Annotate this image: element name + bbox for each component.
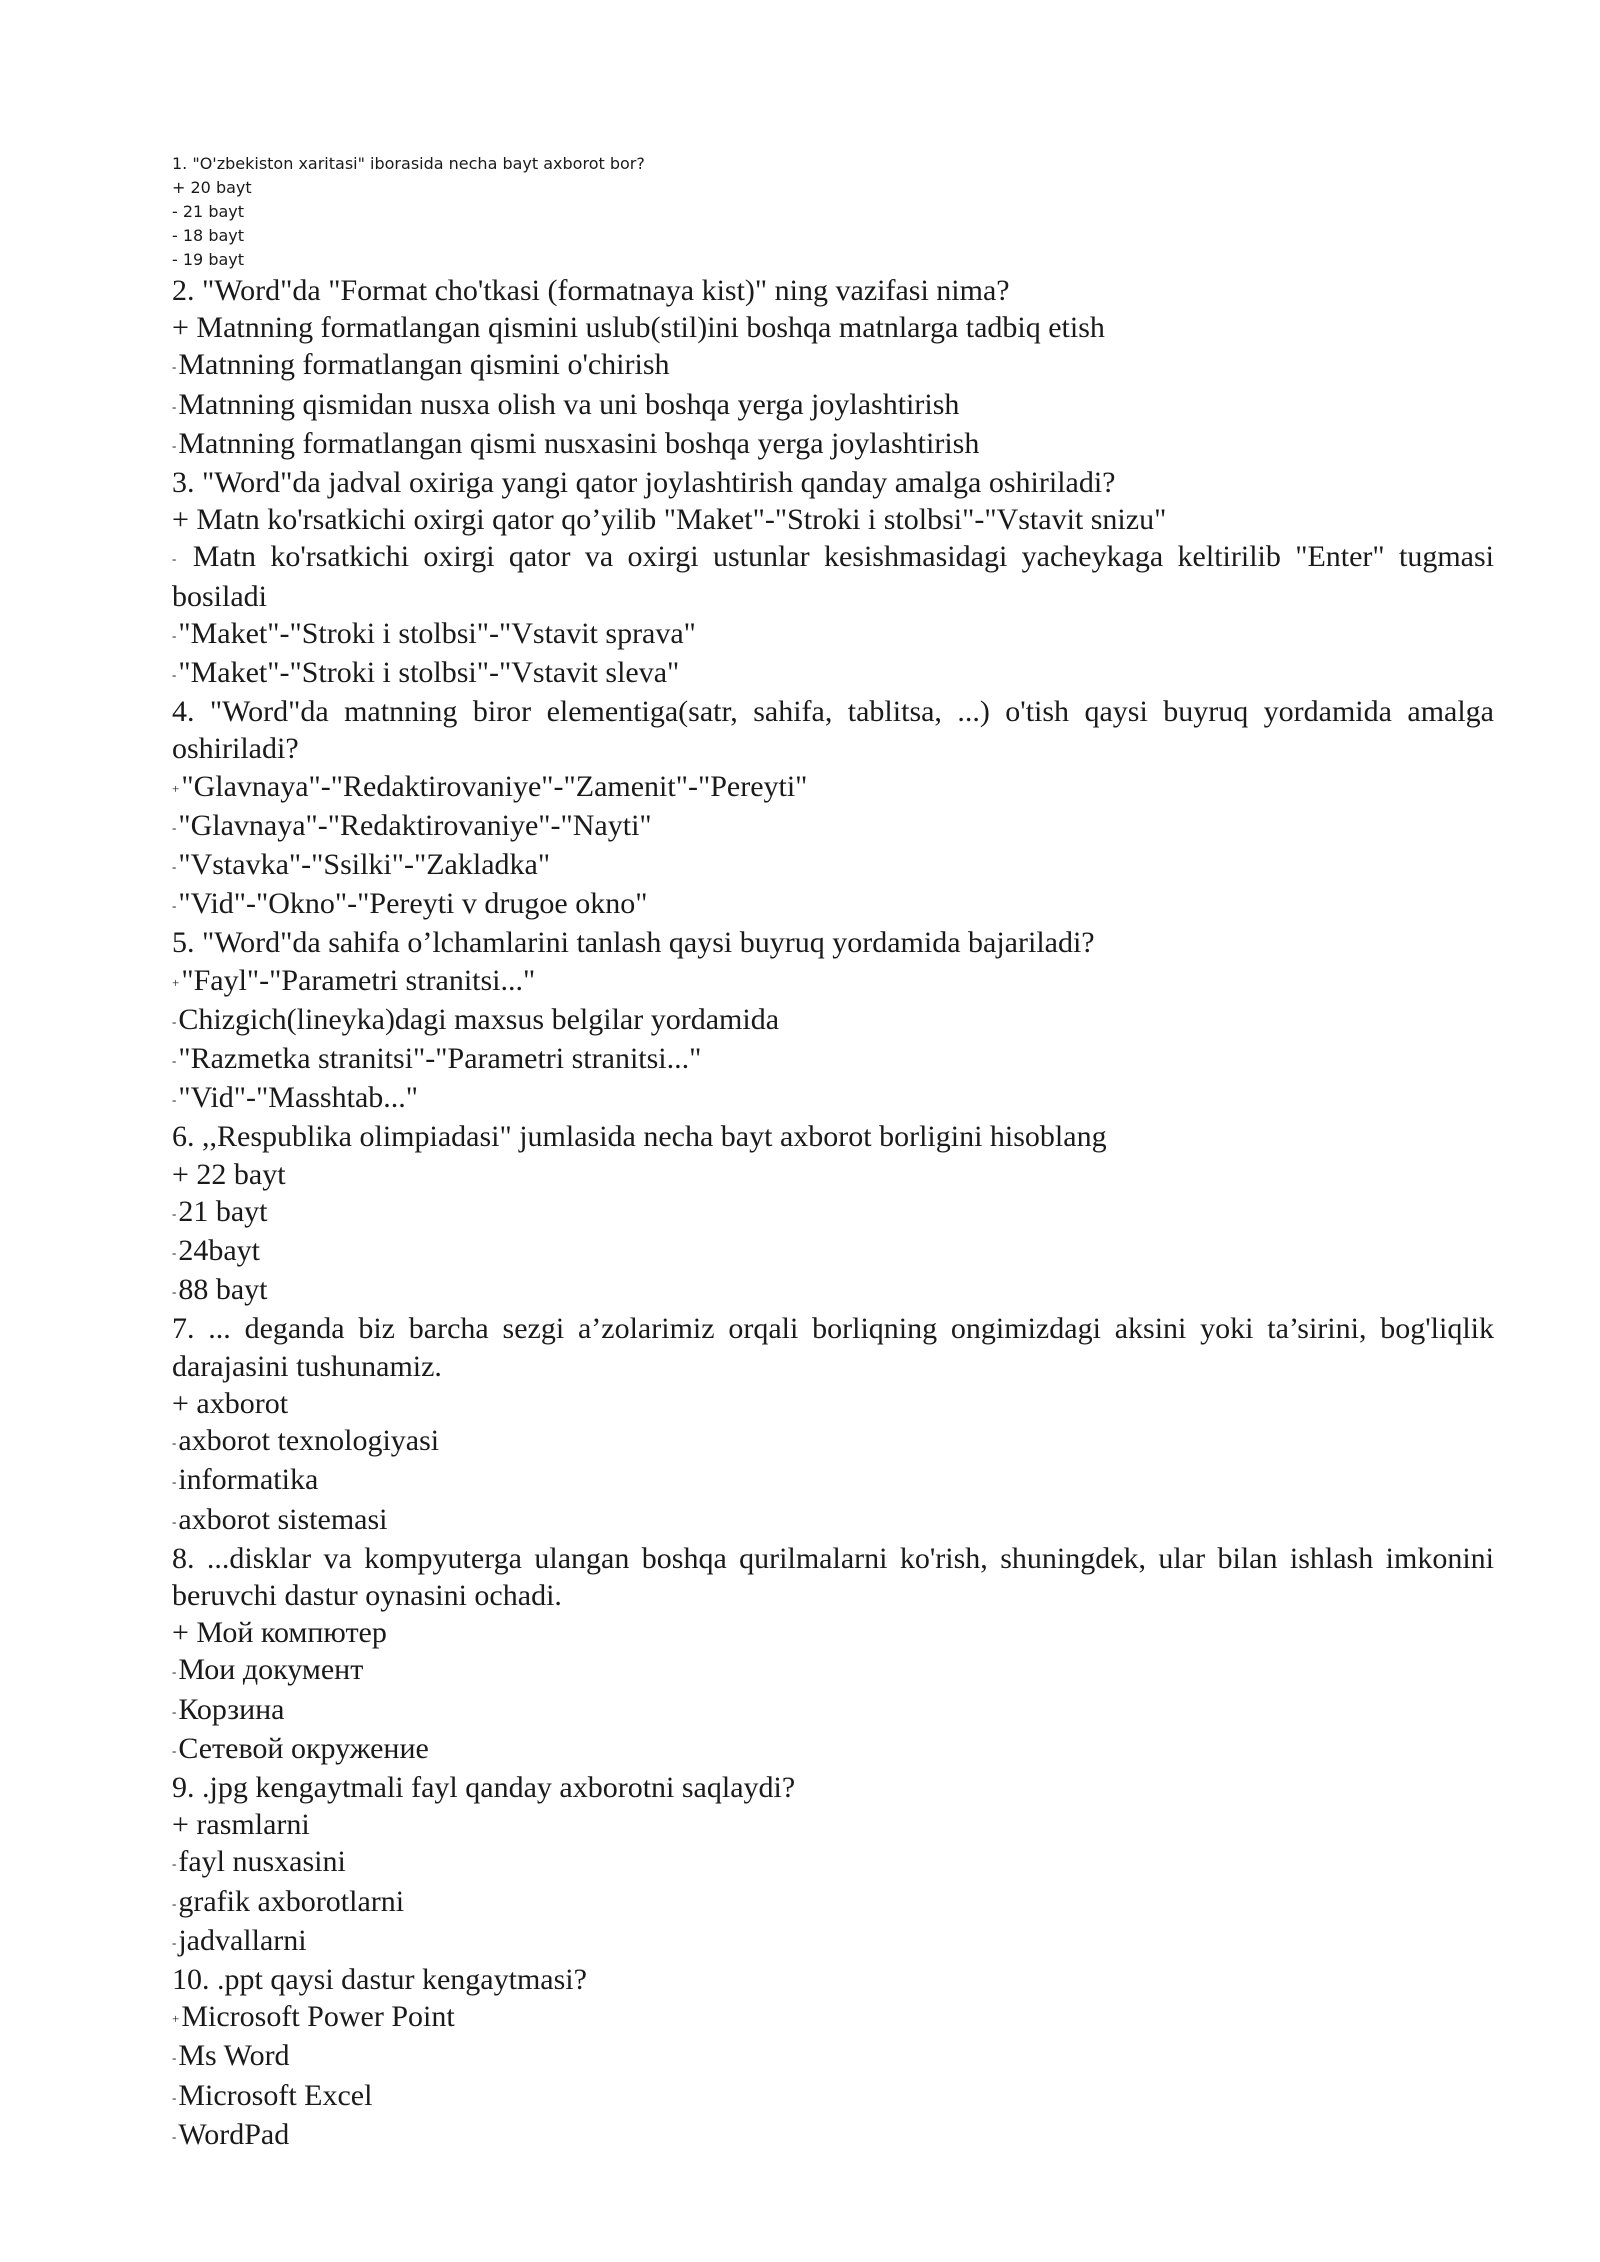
answer-option (172, 1843, 1494, 1882)
answer-text: Мои документ (178, 1653, 364, 1687)
wrong-answer-marker: - (172, 1013, 177, 1029)
wrong-answer-marker: - (172, 1245, 177, 1261)
answer-text: 21 bayt (178, 1194, 268, 1228)
answer-option (172, 1614, 1494, 1651)
answer-text: "Glavnaya"-"Redaktirovaniye"-"Zamenit"-"Pereyti" (181, 769, 808, 803)
question-block (172, 1769, 1494, 1961)
wrong-answer-marker: - (172, 1474, 177, 1490)
wrong-answer-marker: - (172, 551, 177, 567)
correct-answer-marker: + (172, 974, 180, 990)
answer-text: "Glavnaya"-"Redaktirovaniye"-"Nayti" (178, 808, 652, 842)
wrong-answer-marker: - (172, 1934, 177, 1950)
answer-option (172, 425, 1494, 464)
answer-text: 18 bayt (177, 226, 245, 245)
answer-text: 24bayt (178, 1234, 260, 1268)
wrong-answer-marker: - (172, 1703, 177, 1719)
answer-text: Matnning formatlangan qismi nusxasini boshqa yerga joylashtirish (178, 426, 980, 460)
answer-option (172, 1271, 1494, 1310)
answer-text: grafik axborotlarni (178, 1884, 405, 1918)
answer-option (172, 248, 1494, 272)
correct-answer-marker: + (172, 1386, 189, 1420)
question-text: 5. "Word"da sahifa o’lchamlarini tanlash qaysi buyruq yordamida bajariladi? (172, 926, 1095, 960)
answer-option (172, 176, 1494, 200)
question-block (172, 152, 1494, 272)
question-block (172, 464, 1494, 693)
answer-option (172, 1651, 1494, 1690)
question-block (172, 1961, 1494, 2155)
answer-text: "Vstavka"-"Ssilki"-"Zakladka" (178, 848, 551, 882)
answer-text: Сетевой окружение (178, 1731, 429, 1765)
answer-option (172, 615, 1494, 654)
question-block (172, 1310, 1494, 1539)
answer-option (172, 807, 1494, 846)
answer-text: "Fayl"-"Parametri stranitsi..." (181, 963, 536, 997)
answer-option (172, 1385, 1494, 1422)
wrong-answer-marker: - (172, 2050, 177, 2066)
answer-text: Microsoft Excel (178, 2078, 373, 2112)
wrong-answer-marker: - (172, 1284, 177, 1300)
answer-text: 21 bayt (177, 202, 245, 221)
answer-text: WordPad (178, 2117, 290, 2151)
answer-option (172, 1001, 1494, 1040)
correct-answer-marker: + (172, 1157, 189, 1191)
wrong-answer-marker: - (172, 250, 178, 269)
answer-text: jadvallarni (178, 1923, 307, 1957)
answer-text: axborot (188, 1386, 289, 1420)
answer-text: "Vid"-"Okno"-"Pereyti v drugoe okno" (178, 887, 648, 921)
answer-option (172, 1806, 1494, 1843)
correct-answer-marker: + (172, 780, 180, 796)
answer-text: "Maket"-"Stroki i stolbsi"-"Vstavit sleva" (178, 656, 680, 690)
wrong-answer-marker: - (172, 667, 177, 683)
question-block (172, 272, 1494, 464)
answer-text: fayl nusxasini (178, 1845, 346, 1879)
answer-option (172, 1232, 1494, 1271)
answer-option (172, 962, 1494, 1001)
question-text: 9. .jpg kengaytmali fayl qanday axborotni saqlaydi? (172, 1770, 796, 1804)
question-text: 4. "Word"da matnning biror elementiga(satr, sahifa, tablitsa, ...) o'tish qaysi buyruq yordamida amalga oshiriladi? (172, 695, 1494, 766)
wrong-answer-marker: - (172, 1092, 177, 1108)
answer-option (172, 2116, 1494, 2155)
correct-answer-marker: + (172, 2011, 180, 2027)
answer-option (172, 846, 1494, 885)
answer-option (172, 1193, 1494, 1232)
wrong-answer-marker: - (172, 398, 177, 414)
answer-text: rasmlarni (188, 1808, 310, 1842)
test-document (172, 152, 1494, 2155)
answer-text: Matnning formatlangan qismini o'chirish (178, 348, 670, 382)
question-block (172, 693, 1494, 924)
answer-text: Matn ko'rsatkichi oxirgi qator qo’yilib "Maket"-"Stroki i stolbsi"-"Vstavit snizu" (188, 503, 1167, 537)
answer-text: Matnning formatlangan qismini uslub(stil)ini boshqa matnlarga tadbiq etish (188, 311, 1105, 345)
wrong-answer-marker: - (172, 2128, 177, 2144)
answer-option (172, 1730, 1494, 1769)
question-text: 1. "O'zbekiston xaritasi" iborasida necha bayt axborot bor? (172, 154, 645, 173)
answer-option (172, 538, 1494, 614)
answer-text: Matnning qismidan nusxa olish va uni boshqa yerga joylashtirish (178, 387, 960, 421)
answer-option (172, 1998, 1494, 2037)
answer-text: 20 bayt (185, 178, 252, 197)
wrong-answer-marker: - (172, 1856, 177, 1872)
answer-option (172, 1156, 1494, 1193)
wrong-answer-marker: - (172, 1742, 177, 1758)
answer-option (172, 1079, 1494, 1118)
answer-option (172, 1501, 1494, 1540)
answer-text: informatika (178, 1463, 319, 1497)
wrong-answer-marker: - (172, 1664, 177, 1680)
correct-answer-marker: + (172, 311, 189, 345)
wrong-answer-marker: - (172, 2089, 177, 2105)
answer-option (172, 1040, 1494, 1079)
answer-text: "Vid"-"Masshtab..." (178, 1081, 419, 1115)
answer-option (172, 1922, 1494, 1961)
question-block (172, 1540, 1494, 1769)
answer-text: Ms Word (178, 2039, 290, 2073)
question-text: 2. "Word"da "Format cho'tkasi (formatnaya kist)" ning vazifasi nima? (172, 274, 1010, 307)
wrong-answer-marker: - (172, 1205, 177, 1221)
wrong-answer-marker: - (172, 359, 177, 375)
answer-text: Matn ko'rsatkichi oxirgi qator va oxirgi ustunlar kesishmasidagi yacheykaga keltirilib "Enter" tugmasi bosiladi (172, 540, 1494, 613)
question-text: 7. ... deganda biz barcha sezgi a’zolarimiz orqali borliqning ongimizdagi aksini yoki ta’sirini, bog'liqlik darajasini tushunamiz. (172, 1312, 1494, 1383)
answer-option (172, 346, 1494, 385)
correct-answer-marker: + (172, 503, 189, 537)
answer-text: "Razmetka stranitsi"-"Parametri stranitsi..." (178, 1042, 702, 1076)
answer-option (172, 885, 1494, 924)
answer-option (172, 501, 1494, 538)
question-text: 6. ,,Respublika olimpiadasi" jumlasida necha bayt axborot borligini hisoblang (172, 1120, 1107, 1154)
question-text: 3. "Word"da jadval oxiriga yangi qator joylashtirish qanday amalga oshiriladi? (172, 466, 1116, 500)
answer-option (172, 1883, 1494, 1922)
answer-option (172, 309, 1494, 346)
question-text: 10. .ppt qaysi dastur kengaytmasi? (172, 1962, 587, 1996)
wrong-answer-marker: - (172, 1513, 177, 1529)
wrong-answer-marker: - (172, 627, 177, 643)
answer-text: 22 bayt (188, 1157, 286, 1191)
wrong-answer-marker: - (172, 819, 177, 835)
answer-option (172, 2077, 1494, 2116)
answer-text: Корзина (178, 1692, 285, 1726)
wrong-answer-marker: - (172, 226, 178, 245)
answer-text: Chizgich(lineyka)dagi maxsus belgilar yordamida (178, 1002, 780, 1036)
question-block (172, 924, 1494, 1118)
wrong-answer-marker: - (172, 1895, 177, 1911)
answer-option (172, 768, 1494, 807)
question-block (172, 1118, 1494, 1310)
correct-answer-marker: + (172, 1616, 189, 1650)
wrong-answer-marker: - (172, 437, 177, 453)
wrong-answer-marker: - (172, 859, 177, 875)
answer-text: 88 bayt (178, 1273, 268, 1307)
answer-text: axborot texnologiyasi (178, 1424, 440, 1458)
wrong-answer-marker: - (172, 1053, 177, 1069)
answer-text: 19 bayt (177, 250, 245, 269)
answer-text: "Maket"-"Stroki i stolbsi"-"Vstavit sprava" (178, 616, 696, 650)
wrong-answer-marker: - (172, 202, 178, 221)
answer-option (172, 386, 1494, 425)
answer-option (172, 224, 1494, 248)
answer-option (172, 1691, 1494, 1730)
correct-answer-marker: + (172, 178, 186, 197)
answer-text: Мой компютер (188, 1616, 387, 1650)
answer-option (172, 200, 1494, 224)
answer-text: Microsoft Power Point (181, 2000, 455, 2034)
correct-answer-marker: + (172, 1808, 189, 1842)
answer-option (172, 1461, 1494, 1500)
answer-option (172, 1422, 1494, 1461)
wrong-answer-marker: - (172, 1435, 177, 1451)
question-text: 8. ...disklar va kompyuterga ulangan boshqa qurilmalarni ko'rish, shuningdek, ular bilan ishlash imkonini beruvchi dastur oynasini ochadi. (172, 1541, 1494, 1612)
answer-option (172, 654, 1494, 693)
wrong-answer-marker: - (172, 898, 177, 914)
answer-text: axborot sistemasi (178, 1502, 388, 1536)
answer-option (172, 2037, 1494, 2076)
